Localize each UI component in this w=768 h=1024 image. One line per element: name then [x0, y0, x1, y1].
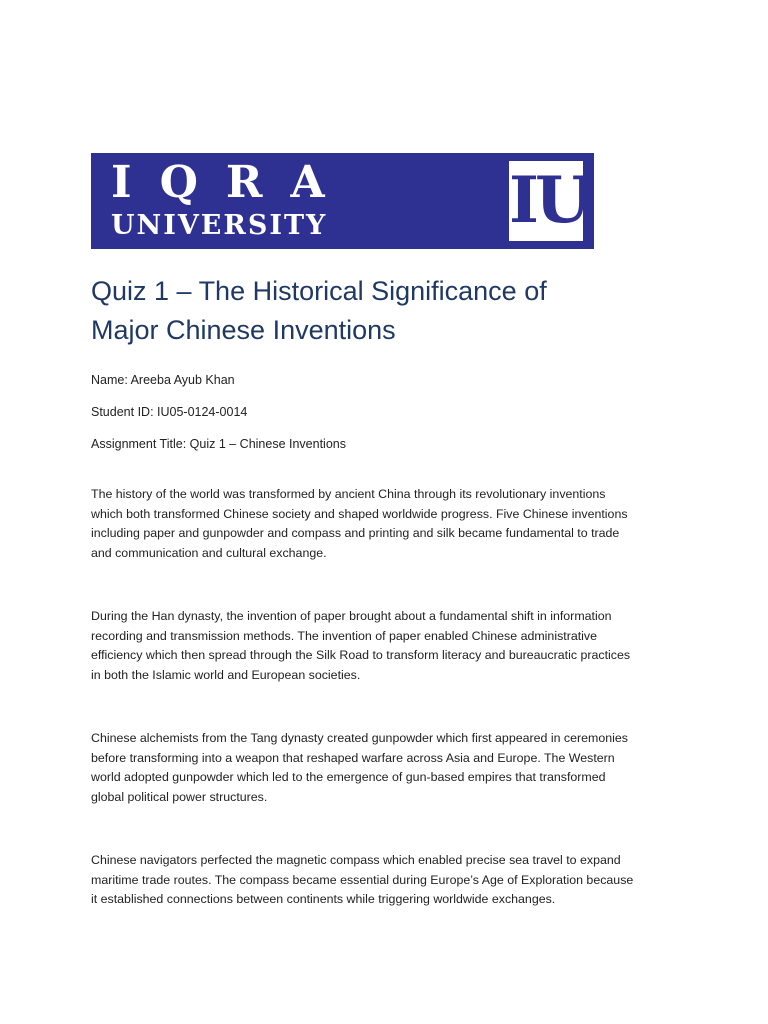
paragraph-compass: Chinese navigators perfected the magnetic compass which enabled precise sea travel to expand maritime trade routes. The compass became essential during Europe’s Age of Exploration because it established connections between continents while triggering worldwide exchanges. — [91, 853, 634, 906]
paragraph-paper: During the Han dynasty, the invention of paper brought about a fundamental shift in information recording and transmission methods. The invention of paper enabled Chinese administrative efficiency which then spread through the Silk Road to transform literacy and bureaucratic practices in both the Islamic world and European societies. — [91, 609, 631, 682]
student-name: Name: Areeba Ayub Khan — [91, 373, 235, 387]
student-id: Student ID: IU05-0124-0014 — [91, 405, 248, 419]
logo-text-iqra: IQRA — [111, 157, 353, 208]
logo-mark-iu: IU — [509, 161, 583, 241]
logo-text-university: UNIVERSITY — [111, 210, 328, 241]
paragraph-gunpowder: Chinese alchemists from the Tang dynasty created gunpowder which first appeared in ceremonies before transforming into a weapon that reshaped warfare across Asia and Europe. The Western world adopted gunpowder which led to the emergence of gun-based empires that transformed global political power structures. — [91, 731, 628, 804]
iqra-university-logo — [91, 153, 594, 249]
document-title: Quiz 1 – The Historical Significance of Major Chinese Inventions — [91, 276, 547, 345]
assignment-title: Assignment Title: Quiz 1 – Chinese Inventions — [91, 437, 346, 451]
paragraph-introduction: The history of the world was transformed by ancient China through its revolutionary inventions which both transformed Chinese society and shaped worldwide progress. Five Chinese inventions including paper and gunpowder and compass and printing and silk became fundamental to trade and communication and cultural exchange. — [91, 487, 628, 560]
